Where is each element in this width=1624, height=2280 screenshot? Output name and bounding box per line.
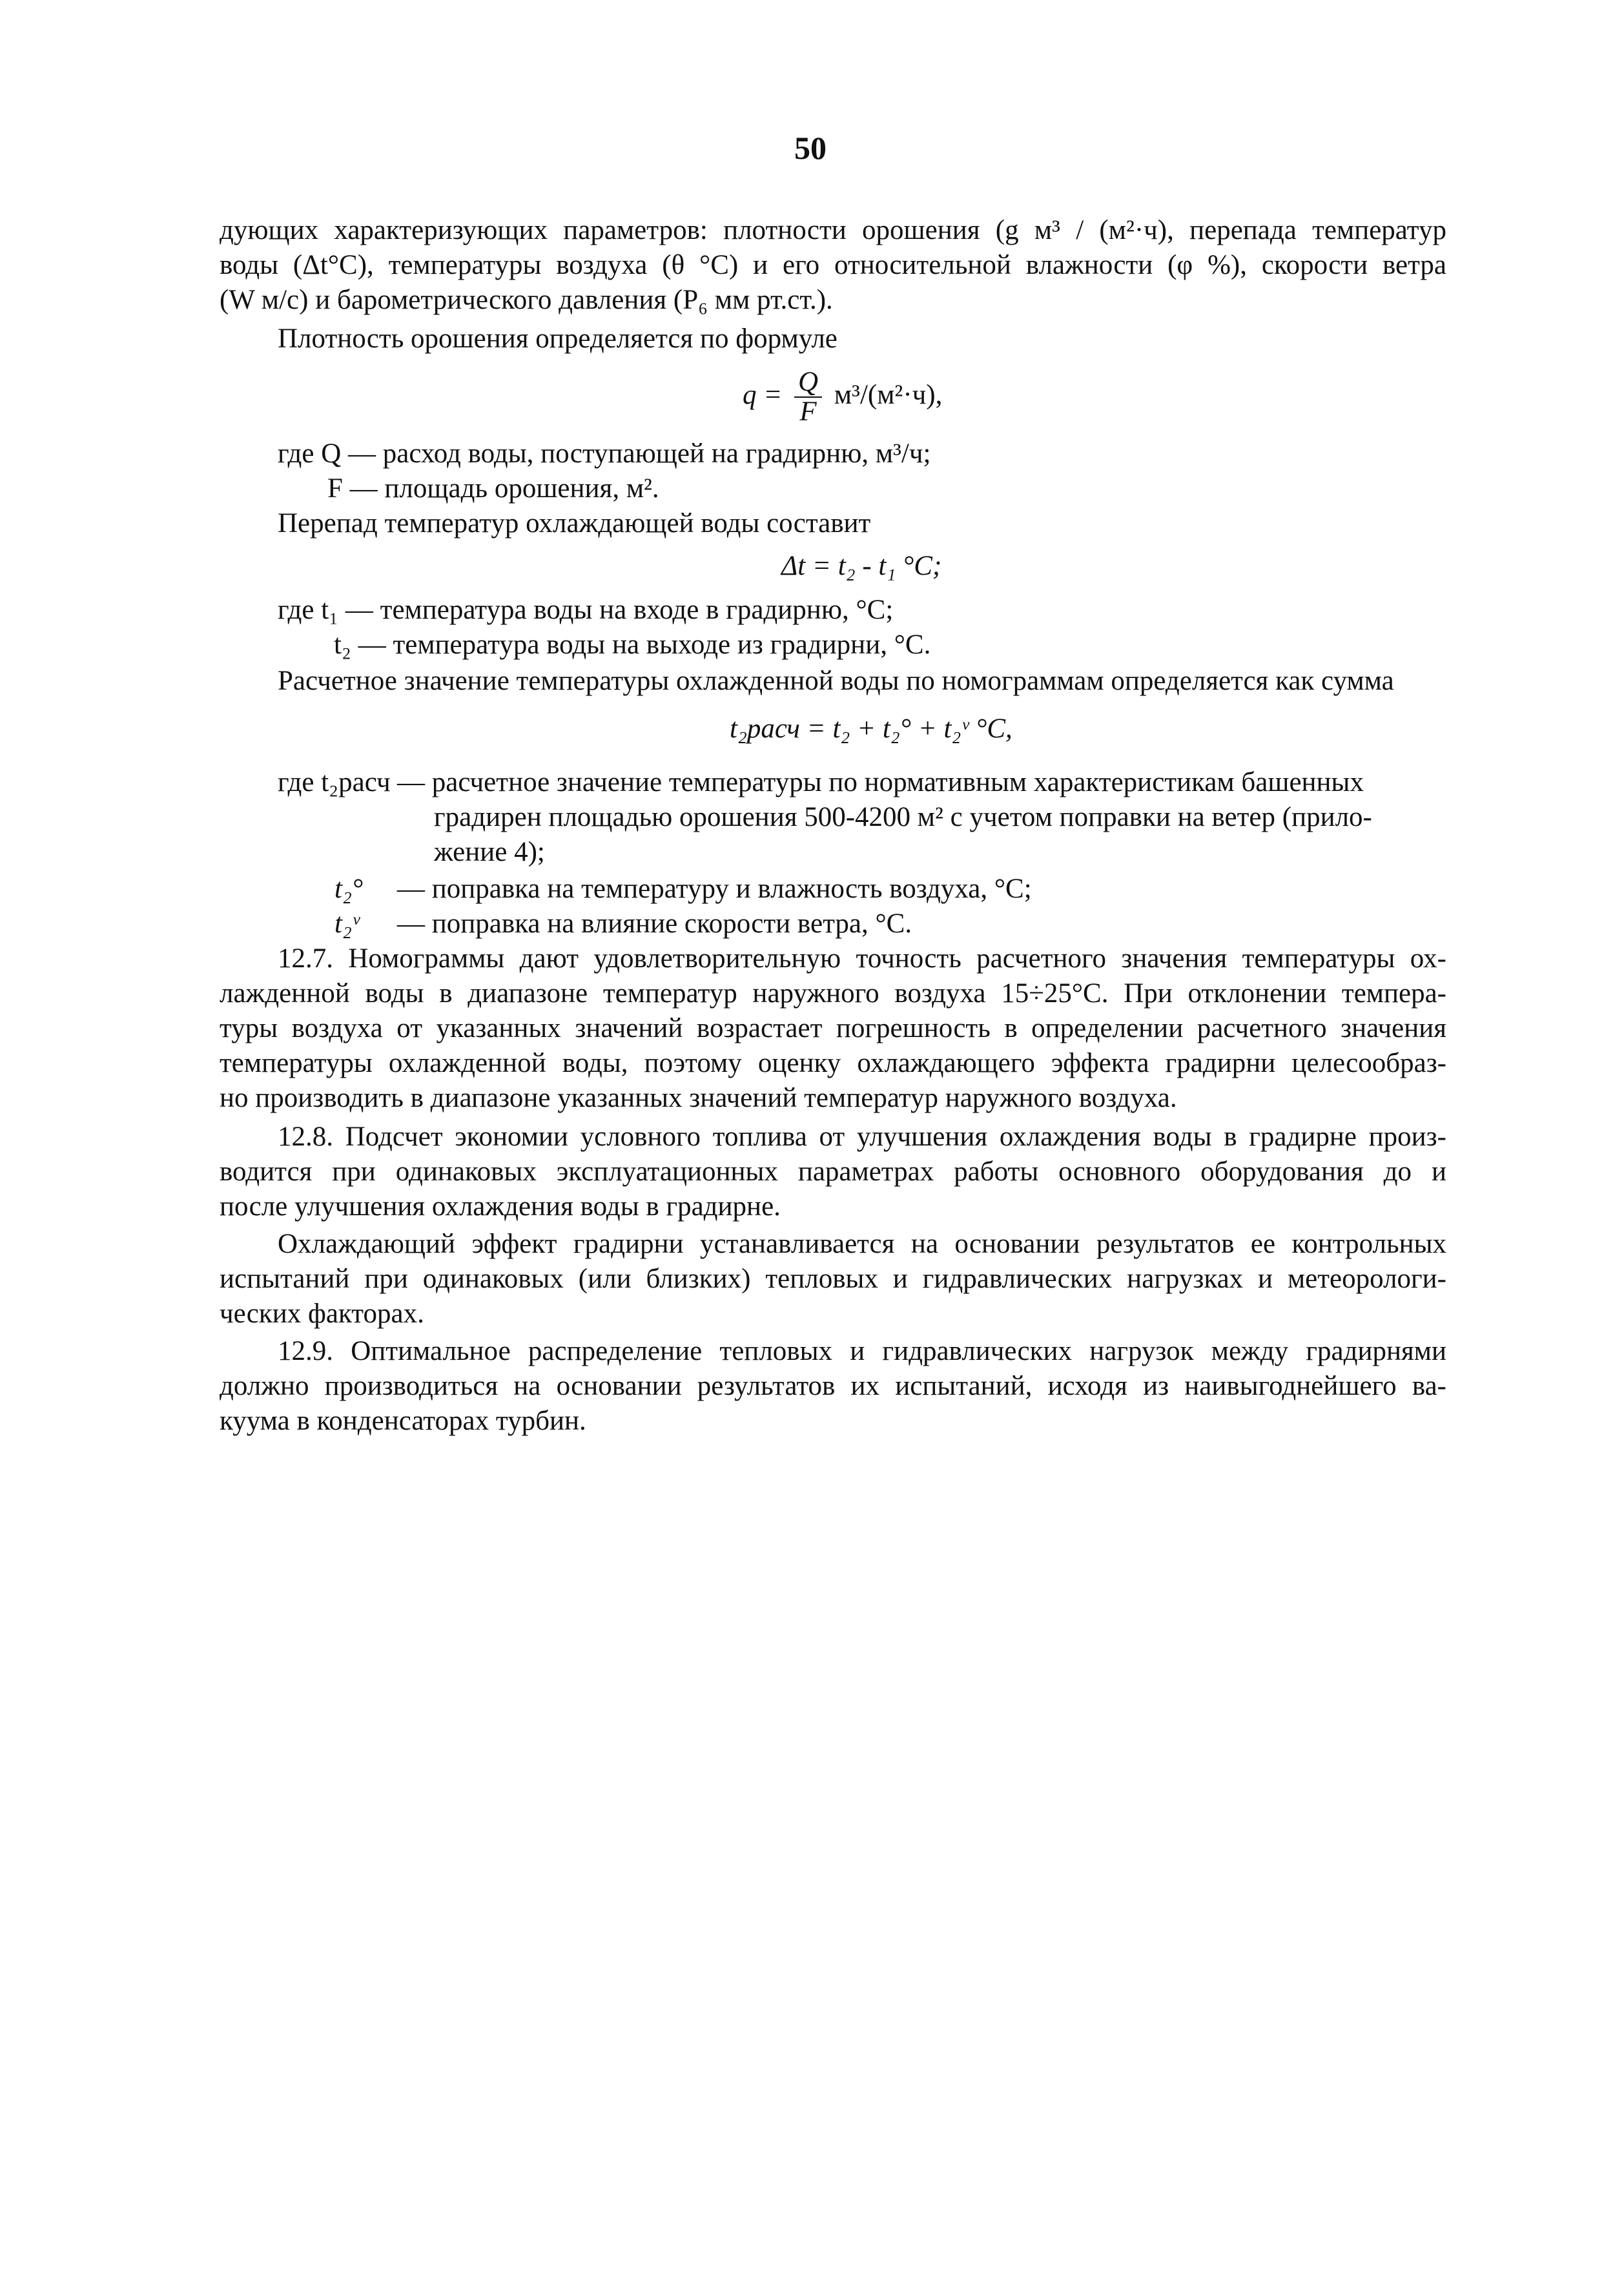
calc-formula: t₂расч = t₂ + t₂° + t₂ᵛ °С, [730, 714, 1012, 744]
delta-where-t2: t₂ — температура воды на выходе из градирни, °С. [334, 630, 931, 660]
paragraph-12-7-cont [220, 976, 1446, 1116]
p127-line-3: туры воздуха от указанных значений возрастает погрешность в определении расчетного значения [220, 1013, 1446, 1043]
paragraph-12-8b-cont [220, 1262, 1446, 1331]
p128-line-1: 12.8. Подсчет экономии условного топлива от улучшения охлаждения воды в градирне произ- [278, 1122, 1446, 1152]
density-where-f: F — площадь орошения, м². [327, 473, 659, 504]
intro-paragraph [220, 213, 1446, 318]
p128-line-2: водится при одинаковых эксплуатационных параметрах работы основного оборудования до и [220, 1156, 1446, 1187]
p127-line-1: 12.7. Номограммы дают удовлетворительную точность расчетного значения температуры ох- [278, 943, 1446, 974]
paragraph-12-7 [220, 941, 1446, 976]
delta-heading: Перепад температур охлаждающей воды составит [278, 508, 871, 539]
paragraph-12-8-cont [220, 1155, 1446, 1224]
density-heading: Плотность орошения определяется по формуле [278, 324, 838, 354]
intro-line-1: дующих характеризующих параметров: плотности орошения (g м³ / (м²·ч), перепада температур [220, 215, 1446, 245]
corr-v-text: — поправка на влияние скорости ветра, °С. [397, 909, 912, 939]
paragraph-12-9-cont [220, 1369, 1446, 1439]
p128-line-3: после улучшения охлаждения воды в градирне. [220, 1191, 781, 1222]
density-formula-lhs: q = [743, 379, 783, 410]
p128b-line-2: испытаний при одинаковых (или близких) тепловых и гидравлических нагрузках и метеорологи- [220, 1264, 1446, 1294]
corr-o-symbol: t₂° [334, 874, 364, 904]
p128b-line-3: ческих факторах. [220, 1299, 424, 1329]
density-fraction [794, 368, 822, 426]
density-where-q: где Q — расход воды, поступающей на градирню, м³/ч; [278, 438, 931, 469]
paragraph-12-8b [220, 1227, 1446, 1262]
paragraph-12-9 [220, 1334, 1446, 1369]
p128b-line-1: Охлаждающий эффект градирни устанавливается на основании результатов ее контрольных [278, 1229, 1446, 1259]
calc-where-line-3: жение 4); [434, 837, 545, 867]
calc-where-line-1: — расчетное значение температуры по нормативным характеристикам башенных [397, 767, 1364, 797]
p127-line-2: лажденной воды в диапазоне температур наружного воздуха 15÷25°С. При отклонении темпера- [220, 978, 1446, 1009]
corr-v-symbol: t₂ᵛ [334, 909, 360, 939]
density-fraction-numerator: Q [794, 368, 822, 398]
density-formula-unit: м³/(м²·ч), [834, 379, 943, 410]
p127-line-4: температуры охлажденной воды, поэтому оценку охлаждающего эффекта градирни целесообраз- [220, 1048, 1446, 1078]
corr-o-text: — поправка на температуру и влажность воздуха, °С; [397, 874, 1032, 904]
paragraph-12-8 [220, 1120, 1446, 1155]
intro-line-2: воды (Δt°С), температуры воздуха (θ °С) и его относительной влажности (φ %), скорости ветра [220, 250, 1446, 280]
calc-where-symbol: где t₂расч [278, 767, 391, 797]
calc-heading: Расчетное значение температуры охлажденной воды по номограммам определяется как сумма [278, 666, 1394, 696]
delta-formula: Δt = t₂ - t₁ °С; [781, 551, 942, 581]
p127-line-5: но производить в диапазоне указанных значений температур наружного воздуха. [220, 1083, 1177, 1113]
intro-line-3: (W м/с) и барометрического давления (Р₆ мм рт.ст.). [220, 285, 833, 315]
density-formula [743, 368, 942, 426]
p129-line-3: куума в конденсаторах турбин. [220, 1406, 586, 1436]
calc-where-line-2: градирен площадью орошения 500-4200 м² с учетом поправки на ветер (прило- [434, 802, 1372, 832]
density-fraction-denominator: F [799, 396, 817, 427]
delta-where-t1: где t₁ — температура воды на входе в градирню, °С; [278, 595, 894, 625]
p129-line-1: 12.9. Оптимальное распределение тепловых и гидравлических нагрузок между градирнями [278, 1336, 1446, 1366]
p129-line-2: должно производиться на основании результатов их испытаний, исходя из наивыгоднейшего ва- [220, 1371, 1446, 1401]
page-number: 50 [794, 130, 827, 166]
